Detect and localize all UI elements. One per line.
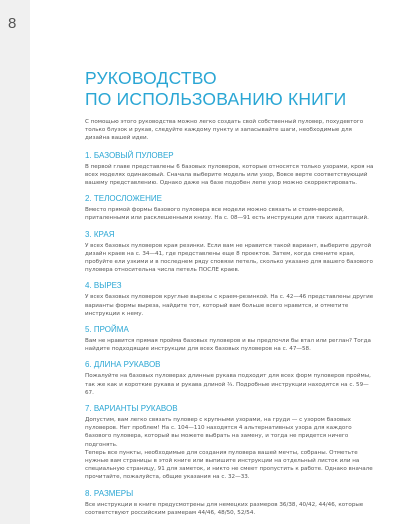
section-heading: 8. РАЗМЕРЫ (85, 488, 134, 498)
page-number-strip (0, 0, 30, 524)
section-paragraph: Пожалуйте на базовых пуловерах длинные рукава подходит для всех форм пуловеров проймы, так же как и короткие рукава и рукава длиной ¾. Подробные инструкции находятся на с. 59—67. (85, 373, 371, 396)
section-paragraph: Вам не нравится прямая пройма базовых пуловеров и вы предпочли бы втал или реглан? Тогда найдите подходящие инструкции для всех базовых пуловеров на с. 47—58. (85, 338, 371, 353)
section-heading: 3. КРАЯ (85, 229, 115, 239)
section-body-shape (85, 194, 377, 222)
page-title (85, 68, 377, 110)
section-paragraph: Вместо прямой формы базового пуловера все модели можно связать и стоим-версией, приталенными или расклешенными книзу. На с. 08—91 есть инструкции для таких адаптаций. (85, 207, 369, 222)
section-heading: 4. ВЫРЕЗ (85, 281, 122, 291)
section-sizes (85, 489, 377, 517)
page-title-line-2: ПО ИСПОЛЬЗОВАНИЮ КНИГИ (85, 89, 347, 109)
section-paragraph: У всех базовых пуловеров круглые вырезы с краем-резинкой. На с. 42—46 представлены другие варианты формы выреза, найдите тот, который вам больше всего нравится, и отметите инструкции к нему. (85, 294, 374, 317)
section-edges (85, 230, 377, 275)
page-content (85, 68, 377, 524)
section-sleeve-length (85, 360, 377, 397)
section-sleeve-variants (85, 404, 377, 482)
section-paragraph: Допустим, вам легко связать пуловер с крупными узорами, на груди — с узором базовых пуловеров. Нет проблем! На с. 104—110 находятся 4 альтернативных узора для каждого базового пуловера, который вы можете выбрать на замену, и тогда не придется ничего подгонять. (85, 417, 352, 448)
page-number: 8 (8, 15, 17, 32)
section-heading: 5. ПРОЙМА (85, 325, 129, 335)
intro-paragraph: С помощью этого руководства можно легко создать свой собственный пуловер, похудевтого только блузок и рукав, следуйте каждому пункту и запасывайте шаги, необходимые для дизайна вашей идеи. (85, 119, 364, 142)
section-heading: 2. ТЕЛОСЛОЖЕНИЕ (85, 194, 162, 204)
section-paragraph: Теперь все пункты, необходимые для создания пуловера вашей мечты, собраны. Отметьте нужные вам страницы в этой книге или выпишите инструкции на отдельный листок или на специальную страницу, 91 для заметок, и никто не смеет пропустить к работе. Однако вначале прочитайте, пожалуйста, общие указания на с. 32—33. (85, 449, 373, 481)
page-title-line-1: РУКОВОДСТВО (85, 68, 217, 88)
section-paragraph: Все инструкции в книге предусмотрены для немецких размеров 36/38, 40/42, 44/46, которые соответствуют российским размерам 44/46, 48/50, 52/54. (85, 501, 364, 516)
section-heading: 7. ВАРИАНТЫ РУКАВОВ (85, 404, 178, 414)
section-basic-pullover (85, 151, 377, 188)
section-heading: 1. БАЗОВЫЙ ПУЛОВЕР (85, 150, 174, 160)
section-neckline (85, 281, 377, 318)
section-paragraph: У всех базовых пуловеров края резинки. Если вам не нравится такой вариант, выберите другой дизайн краев на с. 34—41, где представлены еще 8 проектов. Затем, когда смените края, пробуйте ели узкими и в последнем ряду сповязи петель, сколько указано для вашего базового пуловера относительна числа петель ПОСЛЕ краев. (85, 242, 373, 274)
section-heading: 6. ДЛИНА РУКАВОВ (85, 360, 161, 370)
section-paragraph: В первой главе представлены 6 базовых пуловеров, которые относятся только узорами, кроя на всех моделях одинаковый. Сначала выберите модель или узор, Вовсе верте соответствующий вашему представлению. Однако даже на базе подобен лепе узор можно скорректировать. (85, 163, 374, 187)
section-armhole (85, 325, 377, 353)
